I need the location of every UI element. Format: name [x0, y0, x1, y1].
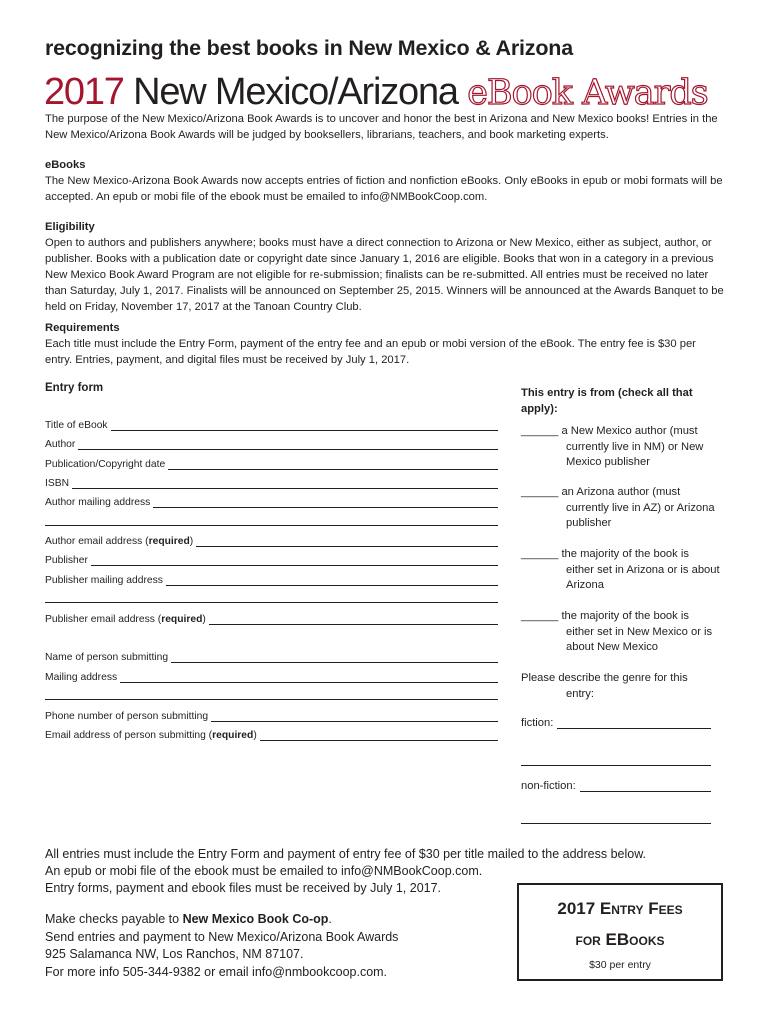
title-year: 2017 — [44, 71, 124, 113]
field-isbn[interactable] — [45, 473, 498, 489]
field-label: Author mailing address — [45, 497, 151, 508]
field-fiction-line2[interactable] — [521, 765, 711, 766]
entry-from-panel — [521, 386, 721, 792]
fiction-label: fiction: — [521, 717, 554, 729]
field-publisher-mailing-address[interactable] — [45, 570, 498, 586]
fees-title: 2017 Entry Fees for EBooks — [557, 899, 683, 949]
check-blank[interactable]: ______ — [521, 610, 559, 622]
requirements-heading: Requirements — [45, 322, 120, 334]
field-publication-date[interactable] — [45, 454, 498, 470]
option-label-cont: currently live in NM) or New Mexico publisher — [566, 440, 704, 469]
check-blank[interactable]: ______ — [521, 486, 559, 498]
field-phone[interactable] — [45, 706, 498, 722]
title-ebook-awards: eBook Awards — [467, 73, 708, 113]
requirements-section — [45, 320, 725, 368]
address-line: 925 Salamanca NW, Los Ranchos, NM 87107. — [45, 947, 304, 961]
check-blank[interactable]: ______ — [521, 548, 559, 560]
entry-fees-box — [517, 883, 723, 981]
tagline: recognizing the best books in New Mexico & Arizona — [45, 36, 573, 60]
field-label: Publisher — [45, 555, 88, 566]
option-label: a New Mexico author (must — [561, 425, 698, 437]
field-submitter-email[interactable] — [45, 725, 498, 741]
requirements-body: Each title must include the Entry Form, payment of the entry fee and an epub or mobi version of the eBook. The entry fee is $30 per entry. Entries, payment, and digital files must be received by July 1, 2017. — [45, 338, 696, 366]
field-mailing-address[interactable] — [45, 667, 498, 683]
field-label: Publication/Copyright date — [45, 459, 166, 470]
ebooks-heading: eBooks — [45, 159, 86, 171]
field-author-email[interactable] — [45, 531, 498, 547]
instruction-line: All entries must include the Entry Form and payment of entry fee of $30 per title mailed to the address below. — [45, 847, 647, 861]
ebooks-section — [45, 157, 725, 205]
field-label: Mailing address — [45, 672, 118, 683]
field-submitter-name[interactable] — [45, 647, 498, 663]
eligibility-heading: Eligibility — [45, 221, 95, 233]
field-label: Phone number of person submitting — [45, 711, 209, 722]
field-label: Author email address (required) — [45, 536, 194, 547]
genre-prompt: Please describe the genre for this entry: — [521, 672, 688, 700]
instruction-line: Entry forms, payment and ebook files must be received by July 1, 2017. — [45, 881, 442, 895]
field-label: ISBN — [45, 478, 70, 489]
fees-amount: $30 per entry — [589, 959, 651, 971]
nonfiction-label: non-fiction: — [521, 780, 576, 792]
field-publisher[interactable] — [45, 550, 498, 566]
field-ebook-title[interactable] — [45, 415, 498, 431]
option-set-in-arizona[interactable] — [521, 547, 721, 594]
field-label: Title of eBook — [45, 420, 108, 431]
title-main: New Mexico/Arizona — [133, 71, 458, 113]
entry-form-heading: Entry form — [45, 382, 104, 394]
field-label: Publisher email address (required) — [45, 614, 206, 625]
instruction-line: An epub or mobi file of the ebook must be emailed to info@NMBookCoop.com. — [45, 864, 483, 878]
field-label: Publisher mailing address — [45, 575, 163, 586]
ebooks-body: The New Mexico-Arizona Book Awards now accepts entries of fiction and nonfiction eBooks. Only eBooks in epub or mobi formats will be accepted. An epub or mobi file of the ebook must be emailed to info@NMBookCoop.com. — [45, 175, 723, 203]
option-az-author[interactable] — [521, 485, 721, 532]
field-publisher-email[interactable] — [45, 609, 498, 625]
field-label: Author — [45, 439, 76, 450]
eligibility-body: Open to authors and publishers anywhere; books must have a direct connection to Arizona or New Mexico, either as subject, author, or publisher. Books with a publication date or copyright date since January 1, 2016 are eligible. Books that won in a category in a previous New Mexico Book Award Program are not eligible for re-submission; finalists can be re-submitted. All entries must be received no later than Saturday, July 1, 2017. Finalists will be announced on September 25, 2015. Winners will be announced at the Awards Banquet to be held on Friday, November 17, 2017 at the Tanoan Country Club. — [45, 237, 724, 313]
intro-paragraph: The purpose of the New Mexico/Arizona Book Awards is to uncover and honor the best in Arizona and New Mexico books! Entries in the New Mexico/Arizona Book Awards will be judged by booksellers, librarians, teachers, and book marketing experts. — [45, 113, 718, 141]
field-nonfiction-line2[interactable] — [521, 823, 711, 824]
option-set-in-new-mexico[interactable] — [521, 609, 721, 656]
payable-line: Make checks payable to New Mexico Book Co-op. — [45, 912, 332, 926]
entry-from-heading: This entry is from (check all that apply): — [521, 387, 693, 415]
option-label: the majority of the book is — [561, 610, 689, 622]
field-author[interactable] — [45, 434, 498, 450]
field-label: Email address of person submitting (required) — [45, 730, 257, 741]
field-publisher-mailing-address-line2[interactable] — [45, 602, 498, 603]
send-line: Send entries and payment to New Mexico/Arizona Book Awards — [45, 929, 399, 944]
option-label: the majority of the book is — [561, 548, 689, 560]
field-nonfiction[interactable] — [521, 779, 721, 795]
page-title — [44, 70, 708, 115]
option-label-cont: currently live in AZ) or Arizona publisher — [566, 501, 715, 530]
field-author-mailing-address[interactable] — [45, 492, 498, 508]
check-blank[interactable]: ______ — [521, 425, 559, 437]
eligibility-section — [45, 219, 725, 315]
field-mailing-address-line2[interactable] — [45, 699, 498, 700]
field-fiction[interactable] — [521, 716, 721, 732]
more-info-line: For more info 505-344-9382 or email info@nmbookcoop.com. — [45, 964, 388, 979]
entry-form — [45, 382, 498, 741]
field-label: Name of person submitting — [45, 652, 169, 663]
option-label-cont: either set in Arizona or is about Arizona — [566, 563, 720, 592]
option-label: an Arizona author (must — [561, 486, 681, 498]
option-label-cont: either set in New Mexico or is about New Mexico — [566, 625, 713, 654]
field-author-mailing-address-line2[interactable] — [45, 525, 498, 526]
option-nm-author[interactable] — [521, 424, 721, 471]
contact-info — [45, 911, 495, 981]
